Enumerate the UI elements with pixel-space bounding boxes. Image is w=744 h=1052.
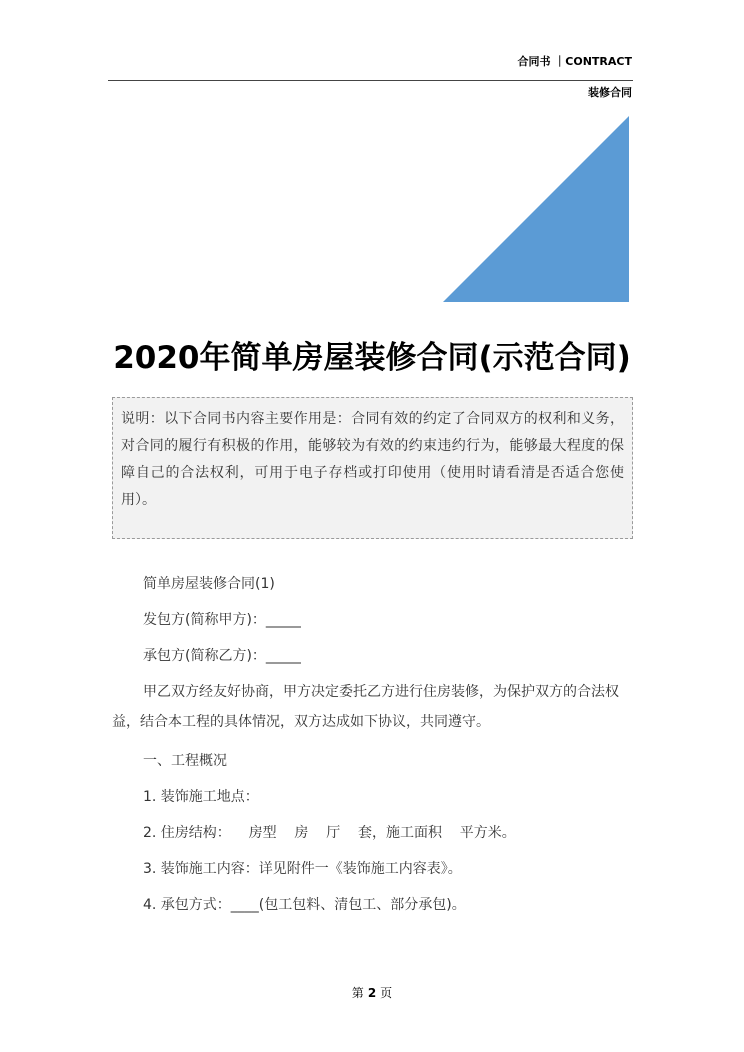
list-item: 3. 装饰施工内容：详见附件一《装饰施工内容表》。 <box>143 861 462 877</box>
header-tag: 合同书 ｜CONTRACT <box>517 55 632 68</box>
list-item: 2. 住房结构： 房型 房 厅 套，施工面积 平方米。 <box>143 825 516 841</box>
party-b-line: 承包方(简称乙方)：_____ <box>143 648 301 664</box>
document-title: 2020年简单房屋装修合同(示范合同) <box>113 340 631 376</box>
list-item: 1. 装饰施工地点： <box>143 789 259 805</box>
notice-box: 说明：以下合同书内容主要作用是：合同有效的约定了合同双方的权利和义务，对合同的履行有积极的作用，能够较为有效的约束违约行为，能够最大程度的保障自己的合法权利，可用于电子存档或打印使用（使用时请看清是否适合您使用）。 <box>112 397 633 539</box>
party-a-line: 发包方(简称甲方)：_____ <box>143 612 301 628</box>
contract-body <box>112 566 632 923</box>
triangle-shape <box>443 116 629 302</box>
contract-heading: 简单房屋装修合同(1) <box>143 576 275 592</box>
page-prefix: 第 <box>351 986 364 1000</box>
decorative-triangle <box>443 116 629 302</box>
list-item: 4. 承包方式：____(包工包料、清包工、部分承包)。 <box>143 897 466 913</box>
page-suffix: 页 <box>380 986 393 1000</box>
header-subtitle: 装修合同 <box>588 86 632 99</box>
page-number <box>0 984 744 1001</box>
intro-paragraph: 甲乙双方经友好协商，甲方决定委托乙方进行住房装修，为保护双方的合法权益，结合本工程的具体情况，双方达成如下协议，共同遵守。 <box>112 684 619 730</box>
page-num: 2 <box>367 986 377 1000</box>
header-divider <box>108 80 633 81</box>
section-heading: 一、工程概况 <box>143 753 227 769</box>
